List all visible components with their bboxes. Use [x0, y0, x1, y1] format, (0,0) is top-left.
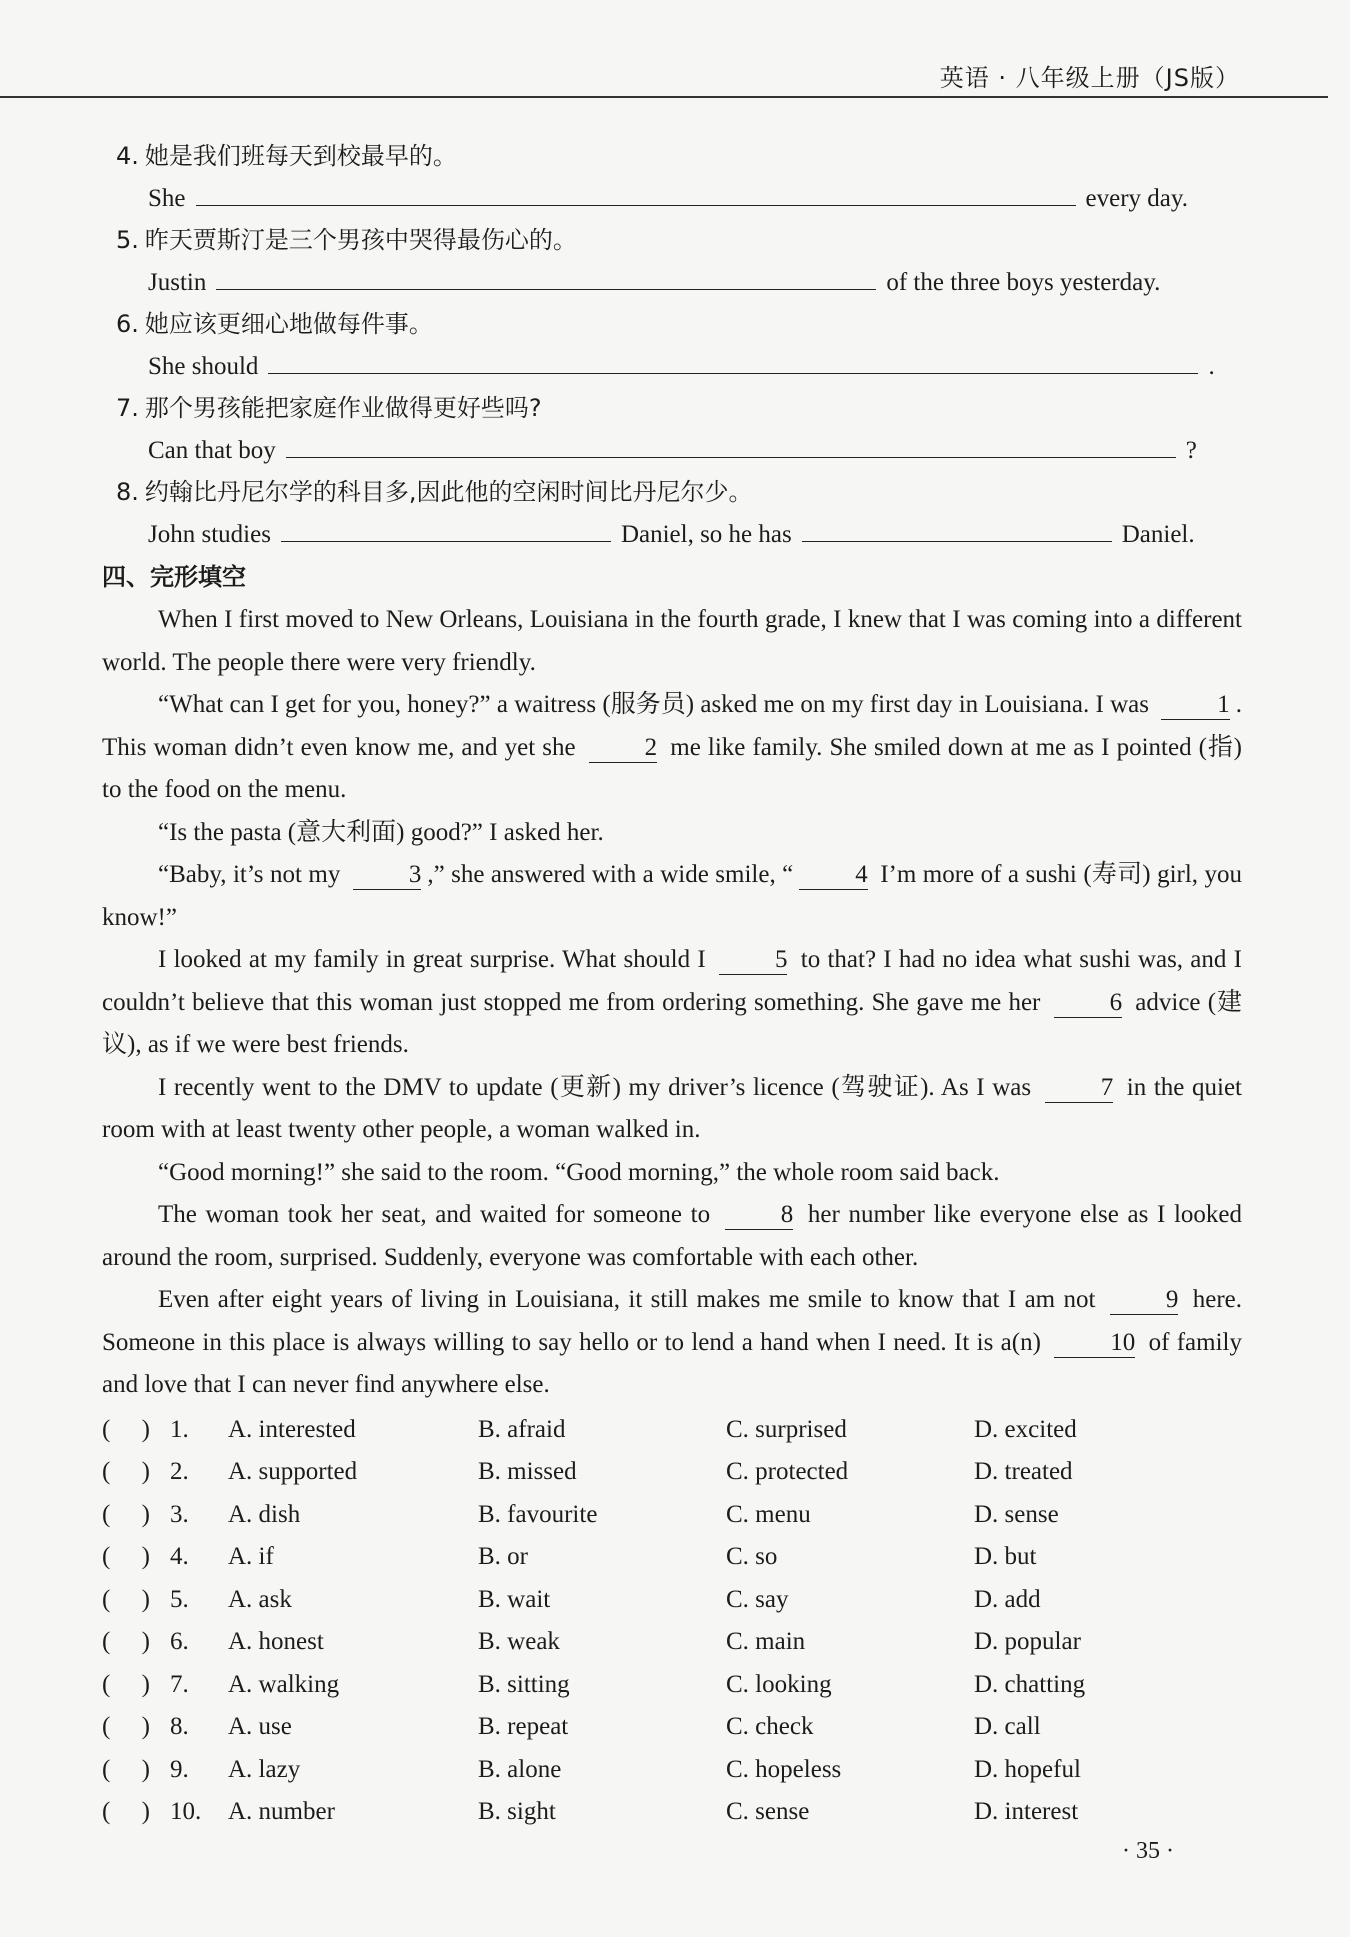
question-number: 8.: [116, 478, 139, 506]
answer-bracket[interactable]: ( ): [102, 1628, 150, 1655]
option-number: 5.: [170, 1585, 189, 1613]
blank-number[interactable]: 3: [353, 861, 422, 890]
option-a: A. lazy: [228, 1755, 301, 1783]
passage-text: I recently went to the DMV to update (更新) my driver’s licence (驾驶证). As I was: [158, 1073, 1039, 1101]
blank-number[interactable]: 7: [1045, 1074, 1114, 1103]
option-number: 10.: [170, 1798, 202, 1825]
answer-bracket[interactable]: ( ): [102, 1670, 150, 1698]
option-c: C. sense: [726, 1798, 810, 1825]
passage-paragraph: [102, 812, 1242, 855]
sentence-start: John studies: [148, 521, 271, 548]
option-number: 7.: [170, 1670, 189, 1698]
option-row: [102, 1451, 1242, 1494]
option-d: D. popular: [974, 1628, 1081, 1655]
option-a: A. walking: [228, 1670, 340, 1698]
sentence-middle: Daniel, so he has: [620, 521, 792, 548]
option-c: C. looking: [726, 1670, 832, 1698]
blank-number[interactable]: 5: [719, 946, 788, 975]
question-prompt: [102, 135, 1242, 177]
chinese-sentence: 约翰比丹尼尔学的科目多,因此他的空闲时间比丹尼尔少。: [144, 478, 753, 506]
sentence-start: She should: [148, 353, 259, 380]
answer-line: [102, 429, 1242, 471]
option-row: [102, 1579, 1242, 1622]
answer-line: [102, 513, 1242, 555]
question-prompt: [102, 219, 1242, 261]
passage-text: of family and love that I can never find anywhere else.: [102, 1328, 1242, 1398]
answer-blank[interactable]: [286, 429, 1176, 458]
sentence-end: Daniel.: [1121, 521, 1195, 548]
translation-section: [102, 135, 1242, 555]
answer-bracket[interactable]: ( ): [102, 1415, 150, 1443]
option-a: A. number: [228, 1798, 335, 1825]
option-a: A. supported: [228, 1458, 358, 1485]
option-d: D. interest: [974, 1798, 1079, 1825]
question-number: 6.: [116, 310, 139, 338]
passage-paragraph: [102, 1152, 1242, 1195]
option-c: C. so: [726, 1543, 778, 1570]
option-c: C. say: [726, 1585, 789, 1613]
answer-bracket[interactable]: ( ): [102, 1585, 150, 1613]
answer-blank[interactable]: [268, 345, 1198, 374]
option-row: [102, 1536, 1242, 1579]
blank-number[interactable]: 8: [725, 1201, 794, 1230]
option-number: 6.: [170, 1628, 189, 1655]
option-d: D. chatting: [974, 1670, 1086, 1698]
passage-text: The woman took her seat, and waited for someone to: [158, 1201, 719, 1228]
question-number: 7.: [116, 394, 139, 422]
answer-bracket[interactable]: ( ): [102, 1500, 150, 1528]
option-d: D. call: [974, 1713, 1041, 1740]
passage-text: advice (建议), as if we were best friends.: [102, 988, 1242, 1058]
sentence-start: She: [148, 185, 186, 212]
option-c: C. main: [726, 1628, 806, 1655]
option-b: B. sight: [478, 1798, 556, 1825]
chinese-sentence: 她是我们班每天到校最早的。: [144, 142, 457, 170]
passage-paragraph: [102, 854, 1242, 939]
passage-text: I’m more of a sushi (寿司) girl, you know!”: [102, 861, 1243, 931]
option-a: A. honest: [228, 1628, 324, 1655]
cloze-passage: [102, 599, 1242, 1407]
answer-line: [102, 261, 1242, 303]
option-d: D. hopeful: [974, 1755, 1081, 1783]
option-number: 1.: [170, 1415, 189, 1443]
option-row: [102, 1409, 1242, 1452]
passage-text: When I first moved to New Orleans, Louisiana in the fourth grade, I knew that I was coming into a different world. The people there were very friendly.: [102, 606, 1242, 676]
option-c: C. menu: [726, 1500, 811, 1528]
passage-text: I looked at my family in great surprise. What should I: [158, 946, 713, 973]
chinese-sentence: 那个男孩能把家庭作业做得更好些吗?: [144, 394, 542, 422]
section-title: 四、完形填空: [102, 563, 246, 591]
option-d: D. but: [974, 1543, 1037, 1570]
option-number: 9.: [170, 1755, 189, 1783]
option-b: B. missed: [478, 1458, 577, 1485]
option-b: B. sitting: [478, 1670, 570, 1698]
option-a: A. use: [228, 1713, 292, 1740]
passage-text: Even after eight years of living in Louisiana, it still makes me smile to know that I am not: [158, 1286, 1104, 1313]
sentence-start: Can that boy: [148, 437, 276, 464]
option-number: 2.: [170, 1458, 189, 1485]
blank-number[interactable]: 1: [1161, 691, 1230, 720]
passage-paragraph: [102, 1279, 1242, 1407]
passage-text: “Good morning!” she said to the room. “Good morning,” the whole room said back.: [158, 1158, 1000, 1186]
answer-bracket[interactable]: ( ): [102, 1713, 150, 1740]
option-number: 4.: [170, 1543, 189, 1570]
option-b: B. alone: [478, 1755, 562, 1783]
option-c: C. hopeless: [726, 1755, 842, 1783]
passage-text: here. Someone in this place is always willing to say hello or to lend a hand when I need. It is a(n): [102, 1286, 1242, 1356]
option-number: 8.: [170, 1713, 189, 1740]
options-list: [102, 1409, 1242, 1834]
passage-text: in the quiet room with at least twenty other people, a woman walked in.: [102, 1073, 1242, 1143]
option-row: [102, 1706, 1242, 1749]
question-prompt: [102, 303, 1242, 345]
option-d: D. sense: [974, 1500, 1059, 1528]
option-b: B. or: [478, 1543, 528, 1570]
option-b: B. weak: [478, 1628, 560, 1655]
passage-paragraph: [102, 1067, 1242, 1152]
passage-paragraph: [102, 1194, 1242, 1279]
sentence-start: Justin: [148, 269, 207, 296]
option-row: [102, 1494, 1242, 1537]
passage-text: “Baby, it’s not my: [158, 861, 347, 888]
option-number: 3.: [170, 1500, 189, 1528]
blank-number[interactable]: 9: [1110, 1286, 1179, 1315]
answer-line: [102, 345, 1242, 387]
passage-paragraph: [102, 684, 1242, 812]
option-b: B. wait: [478, 1585, 551, 1613]
page-header: [0, 52, 1328, 98]
option-row: [102, 1621, 1242, 1664]
option-d: D. treated: [974, 1458, 1073, 1485]
option-a: A. if: [228, 1543, 274, 1570]
chinese-sentence: 她应该更细心地做每件事。: [144, 310, 433, 338]
passage-text: ,” she answered with a wide smile, “: [427, 861, 794, 888]
passage-paragraph: [102, 939, 1242, 1067]
answer-bracket[interactable]: ( ): [102, 1458, 150, 1485]
blank-number[interactable]: 4: [799, 861, 868, 890]
answer-blank[interactable]: [281, 513, 611, 542]
passage-text: . This woman didn’t even know me, and yet she: [102, 691, 1242, 761]
passage-text: me like family. She smiled down at me as I pointed (指) to the food on the menu.: [102, 733, 1242, 803]
option-c: C. surprised: [726, 1415, 847, 1443]
option-row: [102, 1664, 1242, 1707]
blank-number[interactable]: 10: [1054, 1329, 1135, 1358]
page-number: · 35 ·: [1122, 1838, 1174, 1864]
sentence-end: ?: [1185, 437, 1197, 464]
chinese-sentence: 昨天贾斯汀是三个男孩中哭得最伤心的。: [144, 226, 577, 254]
question-number: 5.: [116, 226, 139, 254]
option-row: [102, 1749, 1242, 1792]
sentence-end: every day.: [1085, 185, 1188, 212]
answer-bracket[interactable]: ( ): [102, 1798, 150, 1825]
answer-blank[interactable]: [196, 177, 1076, 206]
passage-text: her number like everyone else as I looked around the room, surprised. Suddenly, everyone was comfortable with each other.: [102, 1201, 1243, 1271]
option-b: B. favourite: [478, 1500, 598, 1528]
option-d: D. excited: [974, 1415, 1077, 1443]
question-prompt: [102, 471, 1242, 513]
question-prompt: [102, 387, 1242, 429]
answer-bracket[interactable]: ( ): [102, 1755, 150, 1783]
option-c: C. protected: [726, 1458, 849, 1485]
answer-line: [102, 177, 1242, 219]
option-a: A. ask: [228, 1585, 292, 1613]
option-b: B. afraid: [478, 1415, 566, 1443]
sentence-end: of the three boys yesterday.: [886, 269, 1161, 296]
option-row: [102, 1791, 1242, 1834]
option-b: B. repeat: [478, 1713, 569, 1740]
passage-text: “Is the pasta (意大利面) good?” I asked her.: [158, 818, 604, 846]
passage-text: to that? I had no idea what sushi was, and I couldn’t believe that this woman just stopped me from ordering something. She gave me her: [102, 946, 1242, 1016]
question-number: 4.: [116, 142, 139, 170]
blank-number[interactable]: 2: [589, 734, 658, 763]
sentence-end: .: [1208, 353, 1215, 380]
content: [102, 135, 1242, 1834]
answer-blank[interactable]: [802, 513, 1112, 542]
option-c: C. check: [726, 1713, 814, 1740]
passage-text: “What can I get for you, honey?” a waitress (服务员) asked me on my first day in Louisiana. I was: [158, 691, 1156, 718]
passage-paragraph: [102, 599, 1242, 684]
answer-blank[interactable]: [216, 261, 876, 290]
option-d: D. add: [974, 1585, 1041, 1613]
answer-bracket[interactable]: ( ): [102, 1543, 150, 1570]
option-a: A. interested: [228, 1415, 356, 1443]
option-a: A. dish: [228, 1500, 301, 1528]
blank-number[interactable]: 6: [1054, 989, 1123, 1018]
book-title: 英语 · 八年级上册（JS版）: [939, 64, 1240, 92]
